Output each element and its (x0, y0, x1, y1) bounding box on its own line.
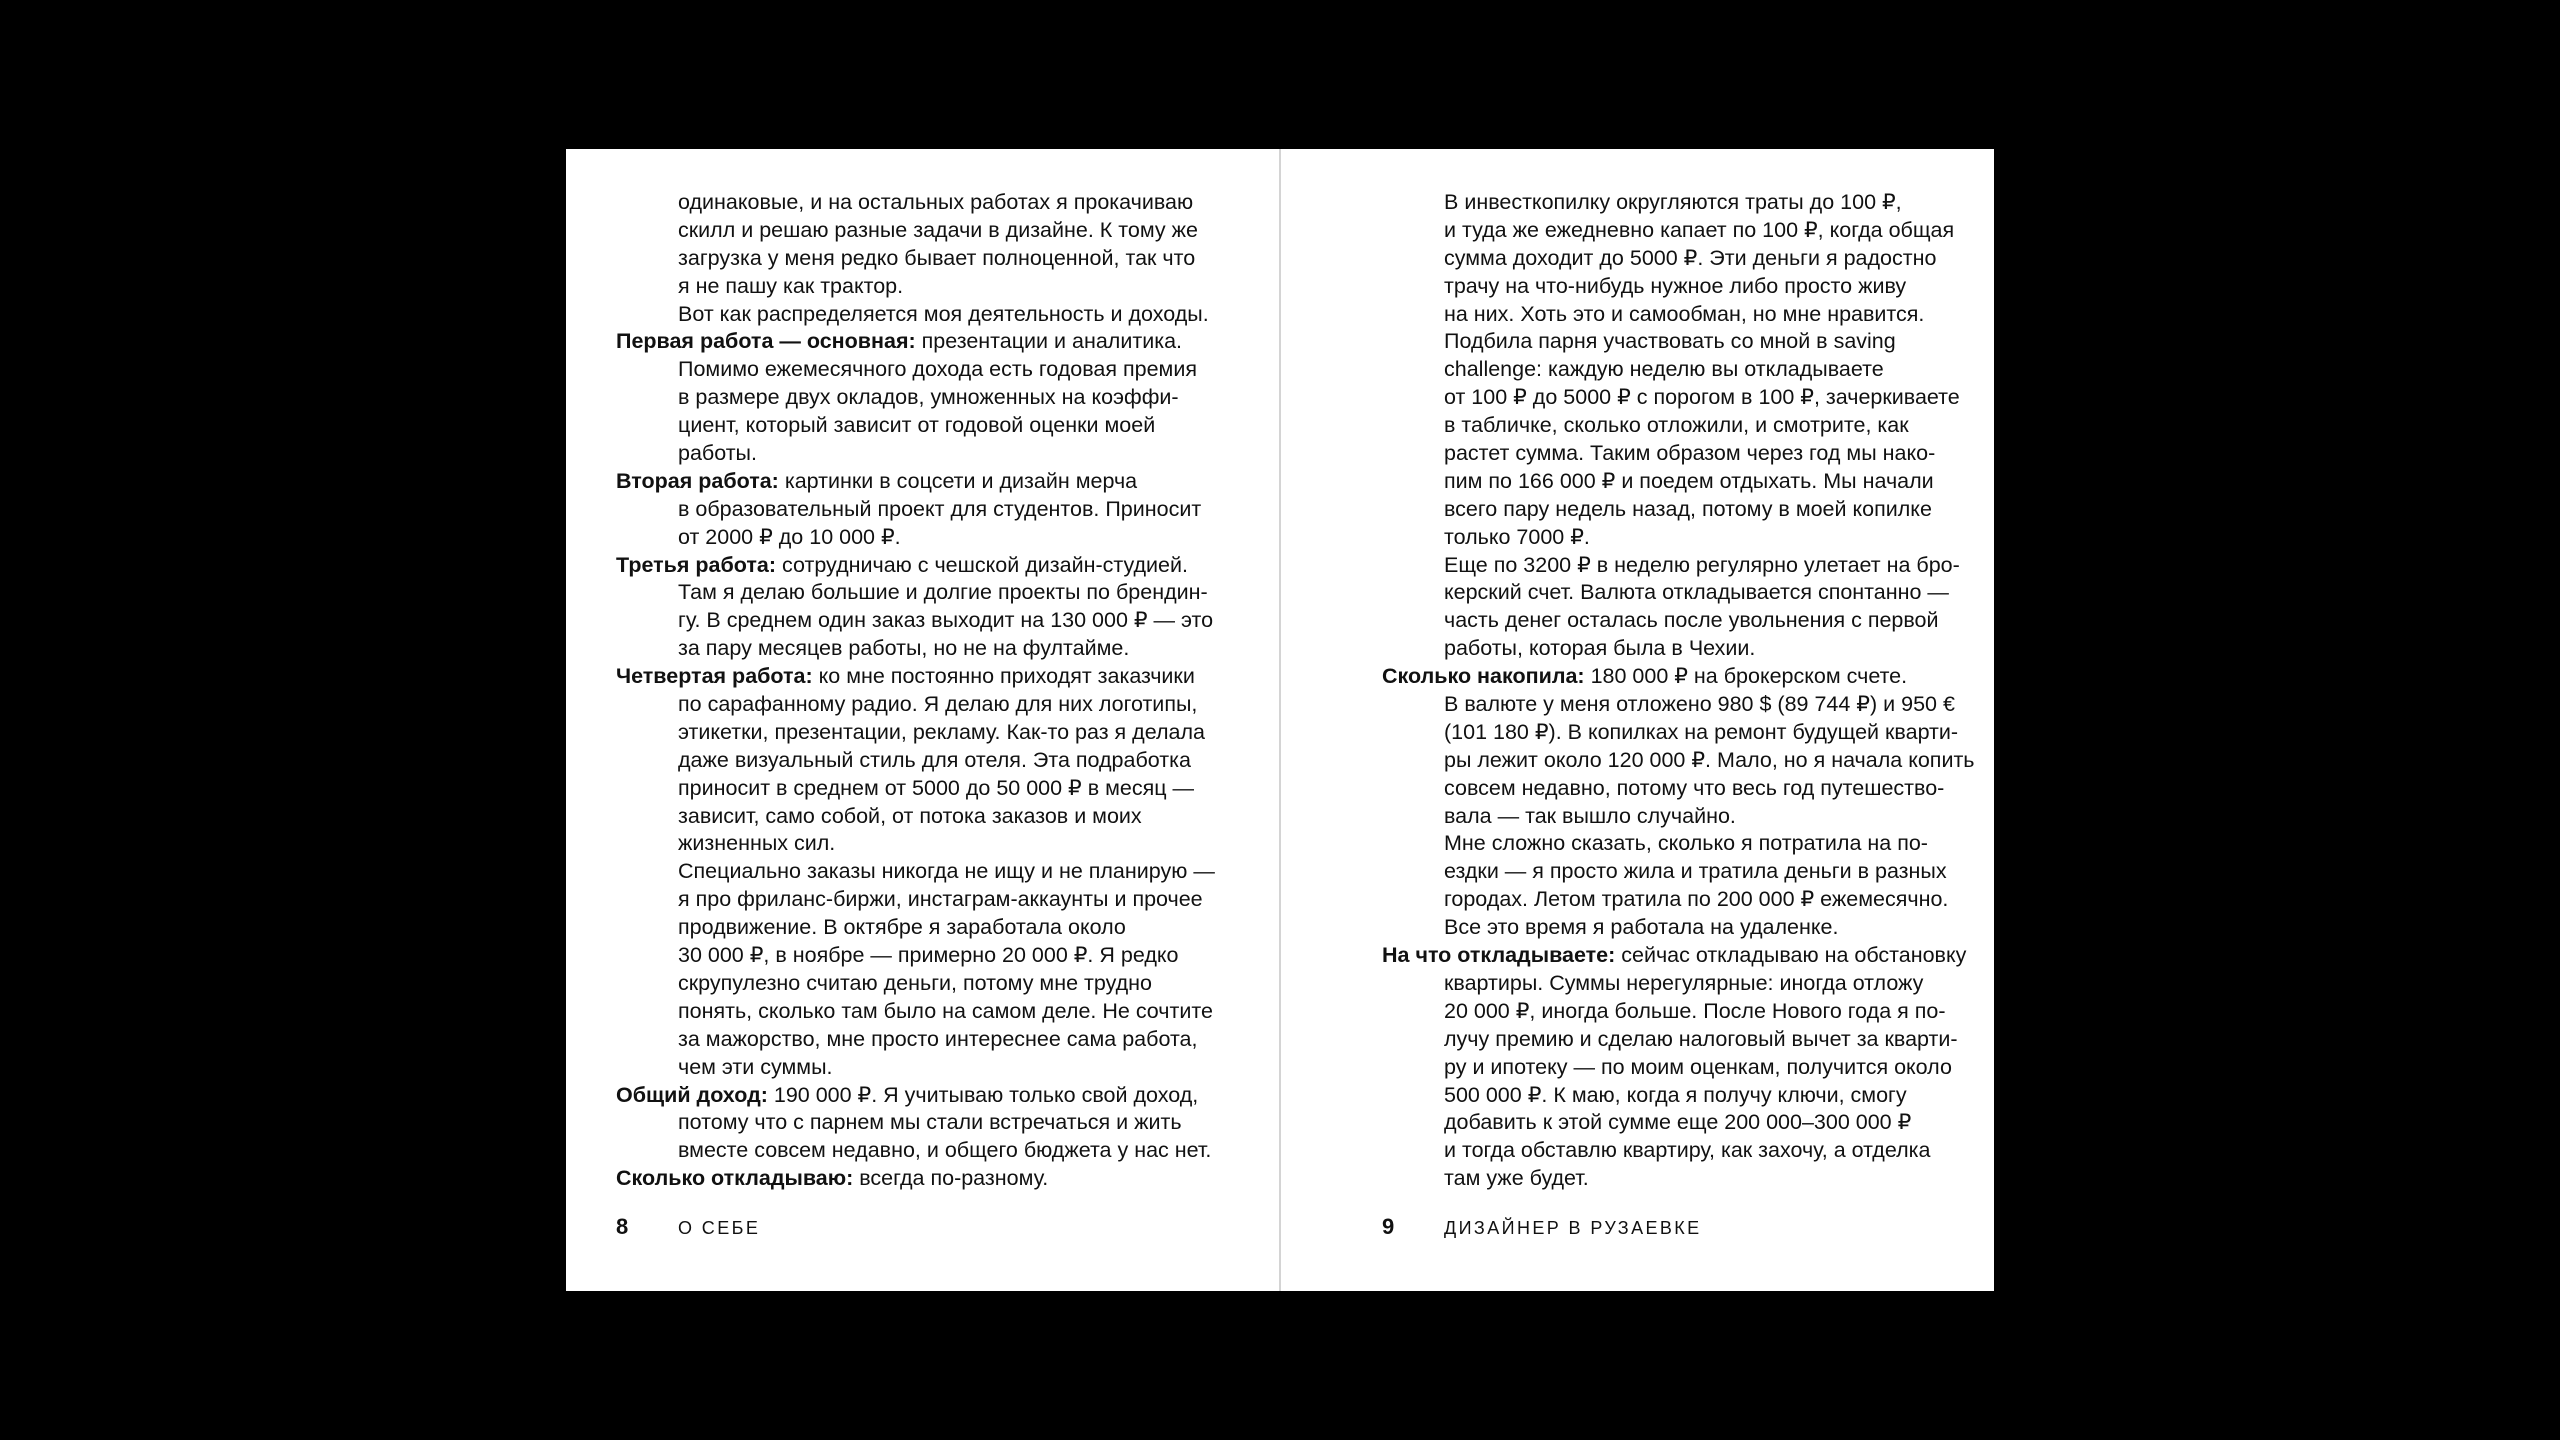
line-text: лучу премию и сделаю налоговый вычет за кварти- (1444, 1026, 1958, 1051)
line-text: работы. (678, 441, 757, 466)
line-text: (101 180 ₽). В копилках на ремонт будущей кварти- (1444, 719, 1959, 744)
text-line (616, 412, 1236, 440)
text-line (1382, 970, 2002, 998)
text-line (616, 663, 1236, 691)
text-line (1382, 245, 2002, 273)
line-text: в образовательный проект для студентов. Приносит (678, 496, 1202, 521)
section-title: О СЕБЕ (678, 1218, 761, 1238)
run-in-heading: Третья работа: (616, 552, 777, 577)
text-line (1382, 803, 2002, 831)
page-gutter (1279, 149, 1281, 1291)
line-text: трачу на что-нибудь нужное либо просто живу (1444, 273, 1907, 298)
text-line (616, 747, 1236, 775)
line-text: гу. В среднем один заказ выходит на 130 000 ₽ — это (678, 608, 1214, 633)
line-text: даже визуальный стиль для отеля. Эта подработка (678, 747, 1191, 772)
line-text: понять, сколько там было на самом деле. Не сочтите (678, 998, 1213, 1023)
text-line (1382, 384, 2002, 412)
line-text: ко мне постоянно приходят заказчики (812, 664, 1195, 689)
text-line (1382, 607, 2002, 635)
text-line (1382, 691, 2002, 719)
line-text: городах. Летом тратила по 200 000 ₽ ежемесячно. (1444, 887, 1949, 912)
line-text: добавить к этой сумме еще 200 000–300 000 ₽ (1444, 1110, 1912, 1135)
line-text: на них. Хоть это и самообман, но мне нравится. (1444, 301, 1925, 326)
text-line (1382, 328, 2002, 356)
run-in-heading: Четвертая работа: (616, 664, 813, 689)
text-line (1382, 663, 2002, 691)
text-line (616, 384, 1236, 412)
line-text: я не пашу как трактор. (678, 273, 904, 298)
line-text: керский счет. Валюта откладывается спонтанно — (1444, 580, 1949, 605)
text-line (616, 691, 1236, 719)
line-text: часть денег осталась после увольнения с первой (1444, 608, 1939, 633)
line-text: в размере двух окладов, умноженных на коэффи- (678, 385, 1179, 410)
text-line (1382, 273, 2002, 301)
text-line (616, 1109, 1236, 1137)
text-line (616, 328, 1236, 356)
text-line (1382, 301, 2002, 329)
text-line (616, 998, 1236, 1026)
line-text: этикетки, презентации, рекламу. Как-то раз я делала (678, 719, 1205, 744)
line-text: ры лежит около 120 000 ₽. Мало, но я начала копить (1444, 747, 1975, 772)
line-text: чем эти суммы. (678, 1054, 833, 1079)
text-line (1382, 552, 2002, 580)
line-text: 500 000 ₽. К маю, когда я получу ключи, смогу (1444, 1082, 1907, 1107)
text-line (616, 301, 1236, 329)
line-text: растет сумма. Таким образом через год мы нако- (1444, 441, 1936, 466)
line-text: потому что с парнем мы стали встречаться и жить (678, 1110, 1182, 1135)
line-text: сейчас откладываю на обстановку (1615, 943, 1967, 968)
text-line (616, 830, 1236, 858)
line-text: совсем недавно, потому что весь год путешество- (1444, 775, 1945, 800)
text-line (616, 189, 1236, 217)
line-text: циент, который зависит от годовой оценки моей (678, 413, 1156, 438)
text-line (1382, 524, 2002, 552)
text-line (1382, 1165, 2002, 1193)
line-text: за пару месяцев работы, но не на фултайме. (678, 636, 1130, 661)
text-line (616, 217, 1236, 245)
run-in-heading: Первая работа — основная: (616, 329, 916, 354)
line-text: всегда по-разному. (853, 1166, 1049, 1191)
text-line (616, 1165, 1236, 1193)
line-text: работы, которая была в Чехии. (1444, 636, 1756, 661)
left-page-footer (616, 1215, 760, 1240)
text-line (1382, 635, 2002, 663)
line-text: скрупулезно считаю деньги, потому мне трудно (678, 970, 1152, 995)
line-text: одинаковые, и на остальных работах я прокачиваю (678, 190, 1194, 214)
text-line (616, 886, 1236, 914)
line-text: от 100 ₽ до 5000 ₽ с порогом в 100 ₽, зачеркиваете (1444, 385, 1960, 410)
text-line (1382, 189, 2002, 217)
text-line (1382, 1109, 2002, 1137)
line-text: всего пару недель назад, потому в моей копилке (1444, 496, 1932, 521)
text-line (1382, 719, 2002, 747)
text-line (616, 914, 1236, 942)
line-text: по сарафанному радио. Я делаю для них логотипы, (678, 692, 1198, 717)
page-number: 9 (1382, 1214, 1395, 1239)
text-line (616, 970, 1236, 998)
line-text: Помимо ежемесячного дохода есть годовая премия (678, 357, 1197, 382)
text-line (616, 579, 1236, 607)
text-line (616, 858, 1236, 886)
line-text: приносит в среднем от 5000 до 50 000 ₽ в месяц — (678, 775, 1195, 800)
text-line (616, 1026, 1236, 1054)
text-line (1382, 858, 2002, 886)
line-text: Мне сложно сказать, сколько я потратила на по- (1444, 831, 1928, 856)
line-text: 20 000 ₽, иногда больше. После Нового года я по- (1444, 998, 1946, 1023)
run-in-heading: Общий доход: (616, 1082, 768, 1107)
run-in-heading: Сколько откладываю: (616, 1166, 854, 1191)
left-page-text (616, 189, 1236, 1193)
text-line (1382, 1054, 2002, 1082)
line-text: challenge: каждую неделю вы откладываете (1444, 357, 1884, 382)
line-text: продвижение. В октябре я заработала около (678, 915, 1126, 940)
line-text: за мажорство, мне просто интереснее сама работа, (678, 1026, 1198, 1051)
line-text: только 7000 ₽. (1444, 524, 1590, 549)
text-line (616, 496, 1236, 524)
page-number: 8 (616, 1214, 629, 1239)
line-text: ру и ипотеку — по моим оценкам, получится около (1444, 1054, 1952, 1079)
line-text: от 2000 ₽ до 10 000 ₽. (678, 524, 901, 549)
right-page-footer (1382, 1215, 1702, 1240)
text-line (1382, 1082, 2002, 1110)
line-text: картинки в соцсети и дизайн мерча (778, 468, 1138, 493)
text-line (1382, 914, 2002, 942)
text-line (616, 440, 1236, 468)
line-text: вместе совсем недавно, и общего бюджета у нас нет. (678, 1138, 1212, 1163)
text-line (616, 245, 1236, 273)
line-text: В валюте у меня отложено 980 $ (89 744 ₽) и 950 € (1444, 692, 1955, 717)
line-text: Подбила парня участвовать со мной в saving (1444, 329, 1896, 354)
text-line (616, 1054, 1236, 1082)
line-text: ездки — я просто жила и тратила деньги в разных (1444, 859, 1947, 884)
line-text: Специально заказы никогда не ищу и не планирую — (678, 859, 1215, 884)
text-line (1382, 579, 2002, 607)
line-text: Вот как распределяется моя деятельность и доходы. (678, 301, 1209, 326)
book-spread (566, 149, 1994, 1291)
text-line (1382, 217, 2002, 245)
line-text: Все это время я работала на удаленке. (1444, 915, 1839, 940)
text-line (1382, 775, 2002, 803)
text-line (616, 942, 1236, 970)
line-text: Еще по 3200 ₽ в неделю регулярно улетает на бро- (1444, 552, 1960, 577)
line-text: презентации и аналитика. (915, 329, 1183, 354)
line-text: В инвесткопилку округляются траты до 100 ₽, (1444, 190, 1902, 214)
text-line (1382, 998, 2002, 1026)
line-text: жизненных сил. (678, 831, 836, 856)
line-text: 180 000 ₽ на брокерском счете. (1584, 664, 1908, 689)
line-text: 30 000 ₽, в ноябре — примерно 20 000 ₽. Я редко (678, 943, 1179, 968)
text-line (616, 552, 1236, 580)
line-text: квартиры. Суммы нерегулярные: иногда отложу (1444, 970, 1924, 995)
line-text: и туда же ежедневно капает по 100 ₽, когда общая (1444, 217, 1955, 242)
line-text: и тогда обставлю квартиру, как захочу, а отделка (1444, 1138, 1931, 1163)
line-text: я про фриланс-биржи, инстаграм-аккаунты и прочее (678, 887, 1203, 912)
text-line (616, 775, 1236, 803)
line-text: скилл и решаю разные задачи в дизайне. К тому же (678, 217, 1198, 242)
text-line (1382, 1137, 2002, 1165)
text-line (1382, 412, 2002, 440)
text-line (616, 1082, 1236, 1110)
line-text: пим по 166 000 ₽ и поедем отдыхать. Мы начали (1444, 468, 1934, 493)
text-line (616, 273, 1236, 301)
line-text: в табличке, сколько отложили, и смотрите, как (1444, 413, 1909, 438)
text-line (616, 607, 1236, 635)
line-text: вала — так вышло случайно. (1444, 803, 1736, 828)
run-in-heading: Сколько накопила: (1382, 664, 1585, 689)
text-line (1382, 747, 2002, 775)
text-line (616, 524, 1236, 552)
line-text: 190 000 ₽. Я учитываю только свой доход, (767, 1082, 1199, 1107)
text-line (616, 803, 1236, 831)
text-line (1382, 496, 2002, 524)
right-page-text (1382, 189, 2002, 1193)
text-line (616, 356, 1236, 384)
line-text: Там я делаю большие и долгие проекты по брендин- (678, 580, 1208, 605)
line-text: загрузка у меня редко бывает полноценной, так что (678, 245, 1196, 270)
text-line (1382, 830, 2002, 858)
text-line (1382, 1026, 2002, 1054)
text-line (616, 468, 1236, 496)
line-text: сотрудничаю с чешской дизайн-студией. (776, 552, 1189, 577)
run-in-heading: Вторая работа: (616, 468, 779, 493)
text-line (1382, 468, 2002, 496)
section-title: ДИЗАЙНЕР В РУЗАЕВКЕ (1444, 1218, 1702, 1238)
line-text: сумма доходит до 5000 ₽. Эти деньги я радостно (1444, 245, 1937, 270)
line-text: там уже будет. (1444, 1166, 1589, 1191)
line-text: зависит, само собой, от потока заказов и моих (678, 803, 1142, 828)
text-line (1382, 440, 2002, 468)
text-line (616, 635, 1236, 663)
text-line (1382, 356, 2002, 384)
text-line (616, 1137, 1236, 1165)
text-line (1382, 942, 2002, 970)
text-line (616, 719, 1236, 747)
run-in-heading: На что откладываете: (1382, 943, 1616, 968)
text-line (1382, 886, 2002, 914)
